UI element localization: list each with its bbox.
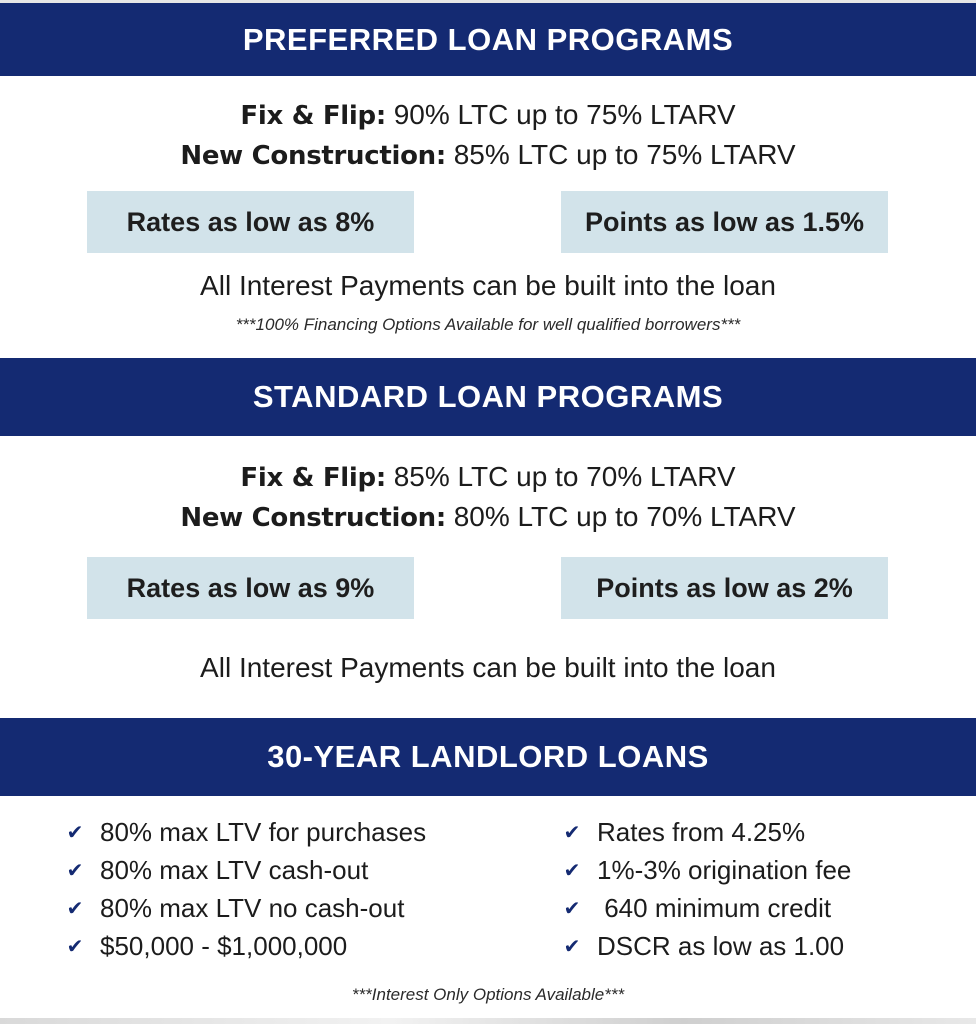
landlord-right-list <box>561 813 851 965</box>
check-icon: ✔ <box>563 935 581 958</box>
standard-rates-box <box>87 557 414 619</box>
check-icon: ✔ <box>66 897 84 920</box>
list-item-text: 1%-3% origination fee <box>597 854 852 885</box>
preferred-interest-note: All Interest Payments can be built into the loan <box>200 270 776 301</box>
list-item <box>561 889 851 927</box>
list-item <box>561 927 851 965</box>
list-item <box>64 889 426 927</box>
check-icon: ✔ <box>563 897 581 920</box>
check-icon: ✔ <box>66 859 84 882</box>
standard-interest-note: All Interest Payments can be built into the loan <box>200 652 776 683</box>
landlord-left-list <box>64 813 426 965</box>
preferred-title: PREFERRED LOAN PROGRAMS <box>242 21 734 57</box>
list-item <box>64 851 426 889</box>
check-icon: ✔ <box>66 935 84 958</box>
list-item-text: 80% max LTV no cash-out <box>100 892 405 923</box>
landlord-footer-note: ***Interest Only Options Available*** <box>351 985 625 1004</box>
list-item-text: 80% max LTV for purchases <box>100 816 427 847</box>
list-item <box>64 927 426 965</box>
preferred-new-construction-value: 85% LTC up to 75% LTARV <box>445 139 796 170</box>
list-item <box>561 813 851 851</box>
standard-fix-flip-label: Fix & Flip: <box>240 463 386 493</box>
standard-title: STANDARD LOAN PROGRAMS <box>252 379 724 414</box>
preferred-financing-note: ***100% Financing Options Available for well qualified borrowers*** <box>235 315 741 334</box>
preferred-banner <box>0 0 976 76</box>
check-icon: ✔ <box>563 859 581 882</box>
standard-points-box <box>561 557 888 619</box>
preferred-new-construction-line <box>0 138 976 173</box>
preferred-fix-flip-value: 90% LTC up to 75% LTARV <box>385 99 736 130</box>
standard-new-construction-value: 80% LTC up to 70% LTARV <box>445 501 796 532</box>
landlord-banner <box>0 718 976 796</box>
standard-fix-flip-line <box>0 460 976 495</box>
standard-points-text: Points as low as 2% <box>596 572 853 603</box>
list-item <box>64 813 426 851</box>
list-item-text: 80% max LTV cash-out <box>100 854 369 885</box>
standard-banner <box>0 358 976 436</box>
standard-fix-flip-value: 85% LTC up to 70% LTARV <box>385 461 736 492</box>
list-item <box>561 851 851 889</box>
landlord-title: 30-YEAR LANDLORD LOANS <box>267 739 709 774</box>
standard-new-construction-line <box>0 500 976 535</box>
list-item-text: Rates from 4.25% <box>597 816 806 847</box>
preferred-rates-box <box>87 191 414 253</box>
list-item-text: DSCR as low as 1.00 <box>597 930 845 961</box>
bottom-strip <box>0 1018 976 1024</box>
standard-new-construction-label: New Construction: <box>180 503 446 533</box>
preferred-fix-flip-label: Fix & Flip: <box>240 101 386 131</box>
list-item-text: $50,000 - $1,000,000 <box>100 930 348 961</box>
preferred-new-construction-label: New Construction: <box>180 141 446 171</box>
check-icon: ✔ <box>66 821 84 844</box>
preferred-fix-flip-line <box>0 98 976 133</box>
preferred-points-text: Points as low as 1.5% <box>584 206 865 237</box>
standard-rates-text: Rates as low as 9% <box>126 572 375 603</box>
check-icon: ✔ <box>563 821 581 844</box>
preferred-rates-text: Rates as low as 8% <box>126 206 375 237</box>
list-item-text: 640 minimum credit <box>597 892 832 923</box>
preferred-points-box <box>561 191 888 253</box>
